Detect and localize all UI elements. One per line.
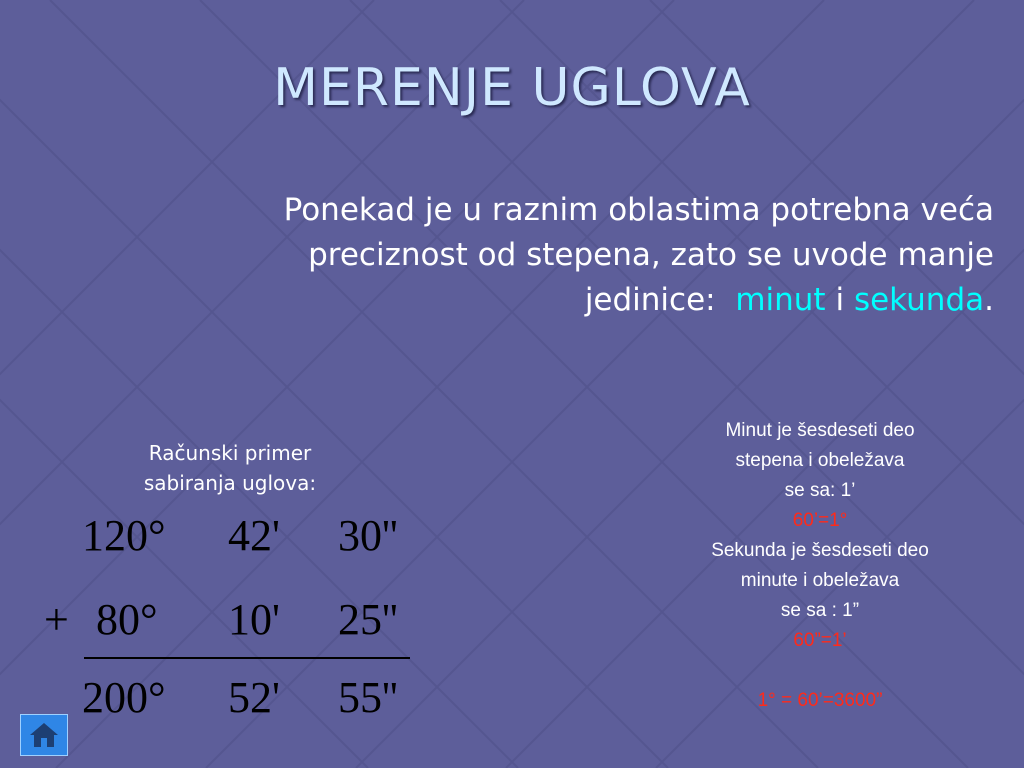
- sum-line: [84, 657, 410, 659]
- row1-seconds: 30'': [338, 511, 398, 560]
- intro-line-1: Ponekad je u raznim oblastima potrebna veća: [283, 192, 994, 228]
- intro-connector: i: [835, 282, 845, 318]
- result-seconds: 55'': [338, 673, 398, 722]
- definitions-notes: [660, 416, 980, 716]
- minute-definition-2: stepena i obeležava: [735, 450, 905, 471]
- example-label-line-1: Računski primer: [148, 441, 312, 465]
- row2-seconds: 25'': [338, 595, 398, 644]
- row1-minutes: 42': [228, 511, 280, 560]
- row2-degrees: 80°: [96, 595, 158, 644]
- minute-definition-3: se sa: 1’: [784, 480, 856, 501]
- second-definition-3: se sa : 1”: [780, 600, 860, 621]
- second-definition-1: Sekunda je šesdeseti deo: [711, 540, 929, 561]
- term-sekunda: sekunda: [853, 282, 985, 318]
- minute-equation: 60’=1°: [792, 510, 848, 531]
- second-definition-2: minute i obeležava: [740, 570, 900, 591]
- term-minut: minut: [735, 282, 826, 318]
- intro-line-3-prefix: jedinice:: [584, 282, 716, 318]
- minute-definition-1: Minut je šesdeseti deo: [725, 420, 915, 441]
- result-minutes: 52': [228, 673, 280, 722]
- total-equation: 1° = 60’=3600”: [757, 690, 883, 711]
- row2-minutes: 10': [228, 595, 280, 644]
- intro-period: .: [984, 282, 994, 318]
- intro-line-2: preciznost od stepena, zato se uvode manje: [308, 237, 994, 273]
- example-label: [120, 438, 340, 498]
- intro-line-3: [114, 278, 994, 323]
- home-icon: [29, 721, 59, 749]
- home-button[interactable]: [20, 714, 68, 756]
- second-equation: 60”=1’: [793, 630, 847, 651]
- slide-title: MERENJE UGLOVA: [273, 58, 751, 118]
- notes-spacer: [660, 656, 980, 686]
- result-degrees: 200°: [82, 673, 166, 722]
- intro-paragraph: [114, 188, 994, 323]
- example-label-line-2: sabiranja uglova:: [143, 471, 317, 495]
- row1-degrees: 120°: [82, 511, 166, 560]
- plus-operator: +: [44, 595, 69, 644]
